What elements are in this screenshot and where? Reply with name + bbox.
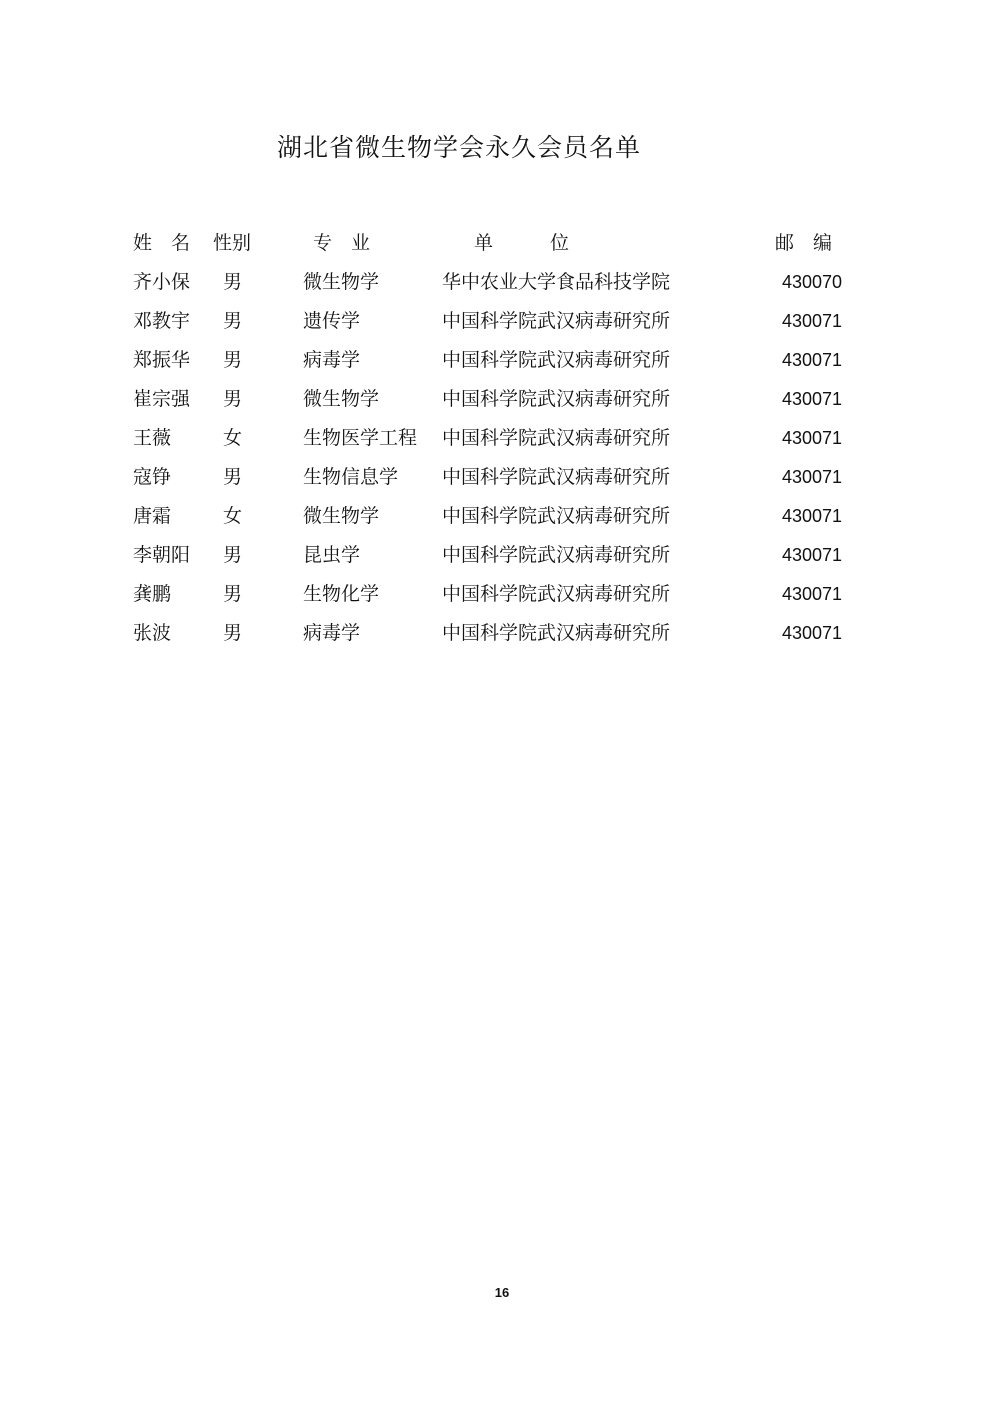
cell-name: 张波 xyxy=(133,622,172,644)
cell-major: 微生物学 xyxy=(303,388,380,410)
cell-zip: 430071 xyxy=(782,389,843,409)
cell-zip: 430071 xyxy=(782,506,843,526)
member-table xyxy=(0,228,992,657)
cell-unit: 华中农业大学食品科技学院 xyxy=(442,271,671,293)
table-body xyxy=(0,267,992,657)
cell-major: 病毒学 xyxy=(303,349,361,371)
cell-unit: 中国科学院武汉病毒研究所 xyxy=(442,544,671,566)
cell-name: 崔宗强 xyxy=(133,388,191,410)
cell-zip: 430071 xyxy=(782,584,843,604)
cell-zip: 430070 xyxy=(782,272,843,292)
cell-name: 王薇 xyxy=(133,427,172,449)
header-gender: 性别 xyxy=(213,232,252,254)
cell-major: 微生物学 xyxy=(303,505,380,527)
cell-major: 生物化学 xyxy=(303,583,380,605)
cell-gender: 男 xyxy=(223,544,243,566)
cell-zip: 430071 xyxy=(782,545,843,565)
cell-major: 生物信息学 xyxy=(303,466,399,488)
cell-name: 寇铮 xyxy=(133,466,172,488)
cell-gender: 男 xyxy=(223,310,243,332)
header-zip: 邮 编 xyxy=(775,232,833,254)
table-row xyxy=(0,501,992,540)
cell-unit: 中国科学院武汉病毒研究所 xyxy=(442,388,671,410)
cell-gender: 女 xyxy=(223,505,243,527)
cell-name: 龚鹏 xyxy=(133,583,172,605)
cell-gender: 男 xyxy=(223,466,243,488)
cell-unit: 中国科学院武汉病毒研究所 xyxy=(442,583,671,605)
table-row xyxy=(0,618,992,657)
header-major: 专 业 xyxy=(313,232,371,254)
cell-gender: 男 xyxy=(223,271,243,293)
cell-unit: 中国科学院武汉病毒研究所 xyxy=(442,310,671,332)
cell-name: 唐霜 xyxy=(133,505,172,527)
table-header-row xyxy=(0,228,992,267)
cell-unit: 中国科学院武汉病毒研究所 xyxy=(442,505,671,527)
cell-name: 齐小保 xyxy=(133,271,191,293)
table-row xyxy=(0,540,992,579)
cell-zip: 430071 xyxy=(782,350,843,370)
header-unit: 单 位 xyxy=(474,232,570,254)
cell-zip: 430071 xyxy=(782,428,843,448)
cell-zip: 430071 xyxy=(782,467,843,487)
table-row xyxy=(0,579,992,618)
table-row xyxy=(0,306,992,345)
page-number: 16 xyxy=(494,1285,510,1300)
cell-zip: 430071 xyxy=(782,623,843,643)
table-row xyxy=(0,345,992,384)
cell-unit: 中国科学院武汉病毒研究所 xyxy=(442,349,671,371)
cell-major: 病毒学 xyxy=(303,622,361,644)
table-row xyxy=(0,462,992,501)
cell-zip: 430071 xyxy=(782,311,843,331)
table-row xyxy=(0,267,992,306)
cell-gender: 女 xyxy=(223,427,243,449)
cell-unit: 中国科学院武汉病毒研究所 xyxy=(442,427,671,449)
cell-gender: 男 xyxy=(223,349,243,371)
table-row xyxy=(0,423,992,462)
cell-major: 生物医学工程 xyxy=(303,427,418,449)
cell-gender: 男 xyxy=(223,583,243,605)
cell-unit: 中国科学院武汉病毒研究所 xyxy=(442,622,671,644)
cell-major: 微生物学 xyxy=(303,271,380,293)
cell-major: 昆虫学 xyxy=(303,544,361,566)
header-name: 姓 名 xyxy=(133,232,191,254)
cell-gender: 男 xyxy=(223,388,243,410)
document-title: 湖北省微生物学会永久会员名单 xyxy=(276,133,641,162)
cell-gender: 男 xyxy=(223,622,243,644)
table-row xyxy=(0,384,992,423)
cell-unit: 中国科学院武汉病毒研究所 xyxy=(442,466,671,488)
cell-major: 遗传学 xyxy=(303,310,361,332)
cell-name: 李朝阳 xyxy=(133,544,191,566)
cell-name: 郑振华 xyxy=(133,349,191,371)
cell-name: 邓教宇 xyxy=(133,310,191,332)
